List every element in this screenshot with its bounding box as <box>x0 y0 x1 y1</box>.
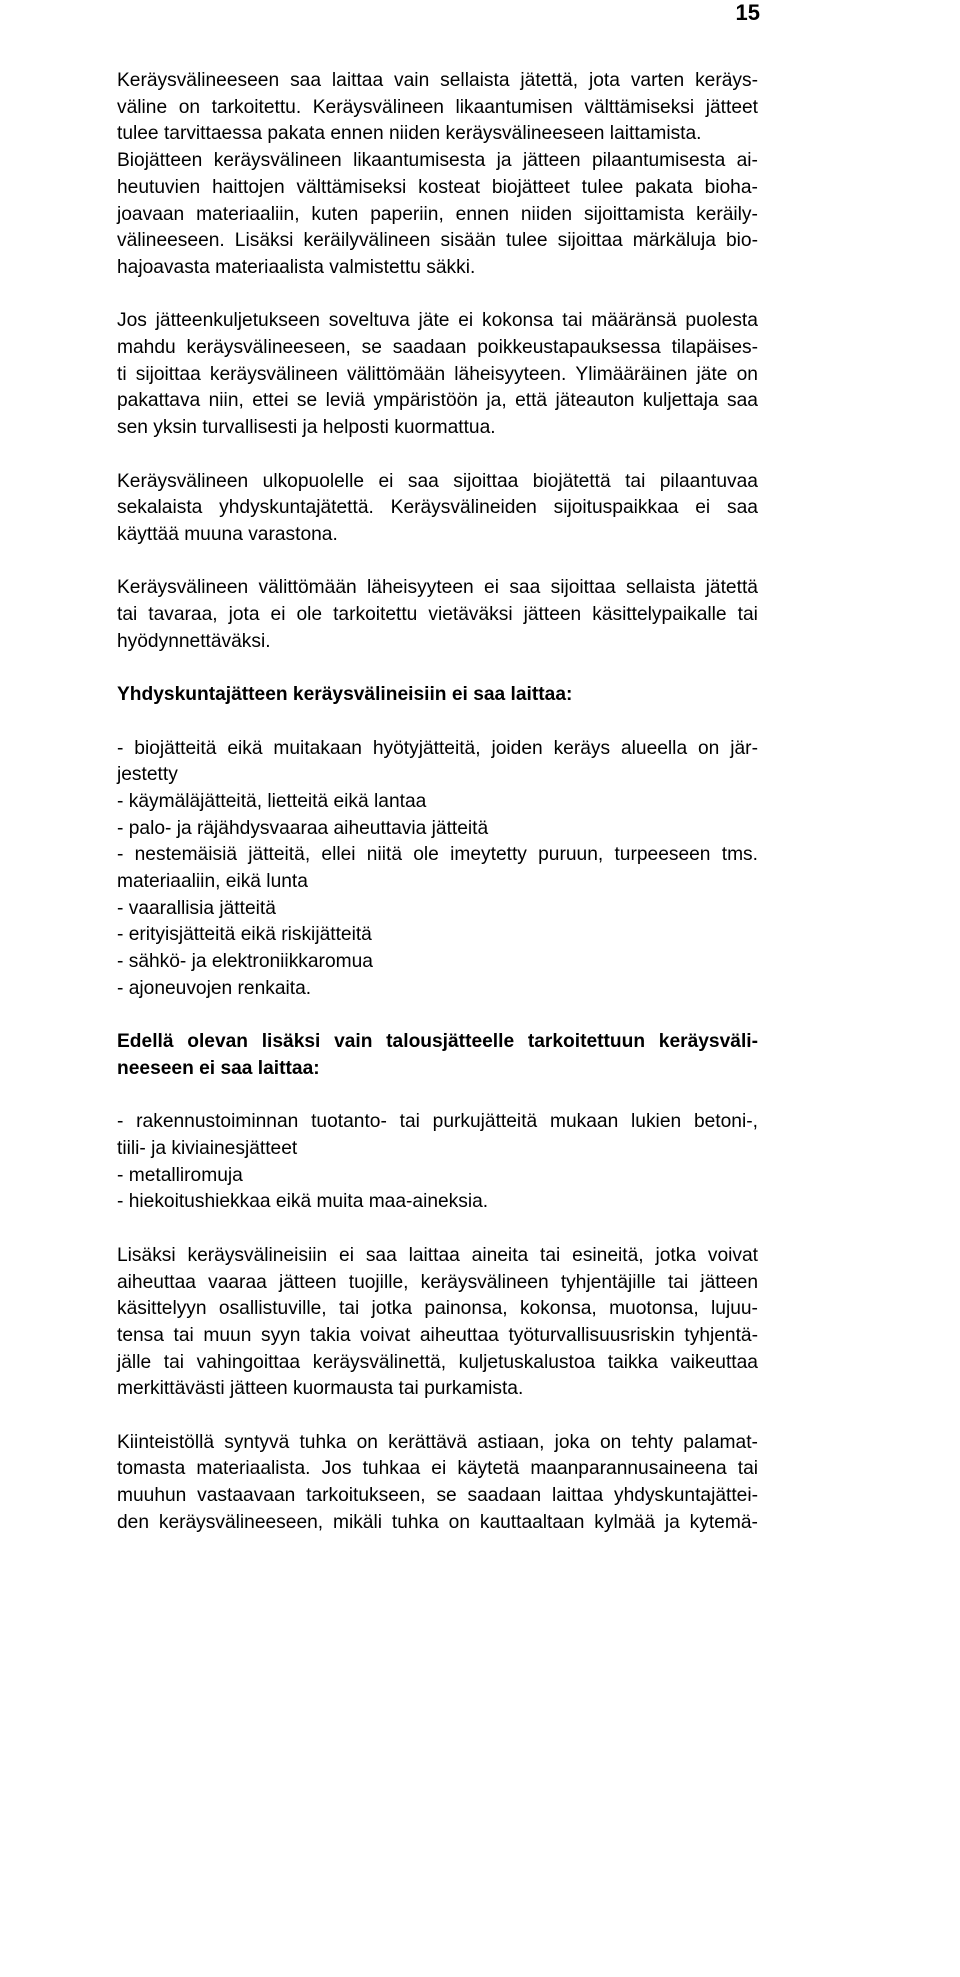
text-line: - hiekoitushiekkaa eikä muita maa-aineksia. <box>117 1191 489 1213</box>
text-line: Edellä olevan lisäksi vain talousjätteelle tarkoitettuun keräysväli- <box>117 1031 758 1053</box>
paragraph <box>117 1109 758 1216</box>
text-line: tomasta materiaalista. Jos tuhkaa ei käytetä maanparannusaineena tai <box>117 1458 758 1480</box>
text-line: tensa tai muun syyn takia voivat aiheuttaa työturvallisuusriskin tyhjentä- <box>117 1324 758 1346</box>
paragraph-gap <box>117 1403 758 1430</box>
text-line: hajoavasta materiaalista valmistettu säkki. <box>117 256 476 278</box>
text-line: - metalliromuja <box>117 1164 243 1186</box>
paragraph <box>117 575 758 655</box>
paragraph-gap <box>117 549 758 576</box>
paragraph <box>117 68 758 282</box>
text-line: materiaaliin, eikä lunta <box>117 871 308 893</box>
text-line: välineeseen. Lisäksi keräilyvälineen sisään tulee sijoittaa märkäluja bio- <box>117 230 758 252</box>
text-line: merkittävästi jätteen kuormausta tai purkamista. <box>117 1378 524 1400</box>
text-line: - rakennustoiminnan tuotanto- tai purkujätteitä mukaan lukien betoni-, <box>117 1111 758 1133</box>
text-line: jälle tai vahingoittaa keräysvälinettä, kuljetuskalustoa taikka vaikeuttaa <box>117 1351 758 1373</box>
paragraph <box>117 1243 758 1403</box>
text-line: - sähkö- ja elektroniikkaromua <box>117 951 373 973</box>
text-line: Keräysvälineen ulkopuolelle ei saa sijoittaa biojätettä tai pilaantuvaa <box>117 470 758 492</box>
text-line: neeseen ei saa laittaa: <box>117 1057 320 1079</box>
text-line: Jos jätteenkuljetukseen soveltuva jäte ei kokonsa tai määränsä puolesta <box>117 310 758 332</box>
text-line: tai tavaraa, jota ei ole tarkoitettu vietäväksi jätteen käsittelypaikalle tai <box>117 604 758 626</box>
paragraph <box>117 469 758 549</box>
text-line: ti sijoittaa keräysvälineen välittömään läheisyyteen. Ylimääräinen jäte on <box>117 363 758 385</box>
section-heading <box>117 682 758 709</box>
text-line: joavaan materiaaliin, kuten paperiin, ennen niiden sijoittamista keräily- <box>117 203 758 225</box>
text-line: den keräysvälineeseen, mikäli tuhka on kauttaaltaan kylmää ja kytemä- <box>117 1511 758 1533</box>
text-line: - palo- ja räjähdysvaaraa aiheuttavia jätteitä <box>117 817 489 839</box>
text-line: Yhdyskuntajätteen keräysvälineisiin ei saa laittaa: <box>117 684 573 706</box>
text-line: muuhun vastaavaan tarkoitukseen, se saadaan laittaa yhdyskuntajättei- <box>117 1485 758 1507</box>
text-line: käsittelyyn osallistuville, tai jotka painonsa, kokonsa, muotonsa, lujuu- <box>117 1298 758 1320</box>
text-line: sekalaista yhdyskuntajätettä. Keräysvälineiden sijoituspaikkaa ei saa <box>117 497 758 519</box>
text-line: tulee tarvittaessa pakata ennen niiden keräysvälineeseen laittamista. <box>117 123 702 145</box>
text-line: Keräysvälineen välittömään läheisyyteen ei saa sijoittaa sellaista jätettä <box>117 577 758 599</box>
text-line: Kiinteistöllä syntyvä tuhka on kerättävä astiaan, joka on tehty palamat- <box>117 1431 758 1453</box>
text-line: - ajoneuvojen renkaita. <box>117 977 312 999</box>
paragraph <box>117 308 758 442</box>
text-line: sen yksin turvallisesti ja helposti kuormattua. <box>117 417 496 439</box>
paragraph-gap <box>117 282 758 309</box>
paragraph-gap <box>117 1216 758 1243</box>
text-line: väline on tarkoitettu. Keräysvälineen likaantumisen välttämiseksi jätteet <box>117 96 758 118</box>
text-line: mahdu keräysvälineeseen, se saadaan poikkeustapauksessa tilapäises- <box>117 337 758 359</box>
text-line: heutuvien haittojen välttämiseksi kosteat biojätteet tulee pakata bioha- <box>117 176 758 198</box>
page-number: 15 <box>735 0 760 25</box>
text-line: - vaarallisia jätteitä <box>117 897 276 919</box>
text-line: Keräysvälineeseen saa laittaa vain sellaista jätettä, jota varten keräys- <box>117 70 758 91</box>
text-line: käyttää muuna varastona. <box>117 523 338 545</box>
text-line: hyödynnettäväksi. <box>117 630 271 652</box>
text-line: aiheuttaa vaaraa jätteen tuojille, keräysvälineen tyhjentäjille tai jätteen <box>117 1271 758 1293</box>
text-line: Lisäksi keräysvälineisiin ei saa laittaa aineita tai esineitä, jotka voivat <box>117 1244 758 1266</box>
text-line: - biojätteitä eikä muitakaan hyötyjätteitä, joiden keräys alueella on jär- <box>117 737 758 759</box>
text-line: tiili- ja kiviainesjätteet <box>117 1138 298 1160</box>
section-heading <box>117 1029 758 1082</box>
paragraph-gap <box>117 655 758 682</box>
text-line: pakattava niin, ettei se leviä ympäristöön ja, että jäteauton kuljettaja saa <box>117 390 758 412</box>
text-line: Biojätteen keräysvälineen likaantumisesta ja jätteen pilaantumisesta ai- <box>117 150 758 172</box>
paragraph-gap <box>117 442 758 469</box>
paragraph <box>117 736 758 1003</box>
text-line: - erityisjätteitä eikä riskijätteitä <box>117 924 372 946</box>
text-line: - nestemäisiä jätteitä, ellei niitä ole imeytetty puruun, turpeeseen tms. <box>117 844 758 866</box>
text-line: - käymäläjätteitä, lietteitä eikä lantaa <box>117 790 427 812</box>
paragraph <box>117 1430 758 1537</box>
document-body <box>117 68 758 1537</box>
paragraph-gap <box>117 709 758 736</box>
paragraph-gap <box>117 1003 758 1030</box>
text-line: jestetty <box>117 764 178 786</box>
paragraph-gap <box>117 1083 758 1110</box>
